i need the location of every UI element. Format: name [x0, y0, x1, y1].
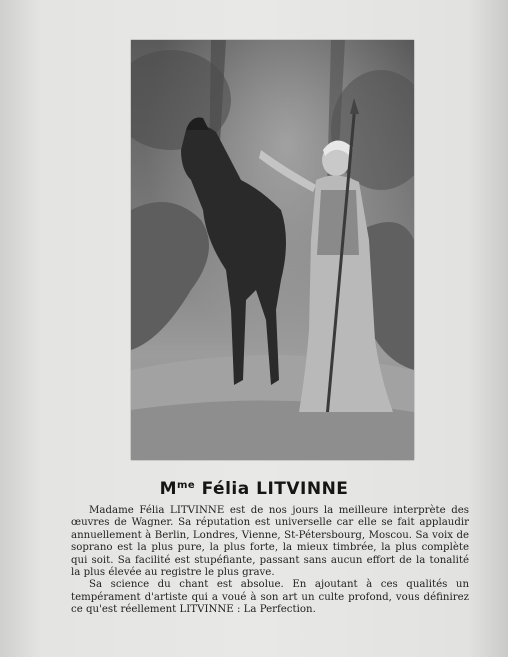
- page-title: [0, 479, 508, 499]
- portrait-photo-icon: [131, 40, 414, 460]
- paragraph: Sa science du chant est absolue. En ajoutant à ces qualités un tempérament d'artiste qui a voué à son art un culte profond, vous définirez ce qu'est réellement LITVINNE : La Perfection.: [71, 579, 469, 616]
- portrait-photo: [131, 40, 414, 460]
- title-prefix-sup: me: [176, 480, 196, 491]
- title-prefix: M: [159, 479, 177, 499]
- paragraph: Madame Félia LITVINNE est de nos jours la meilleure interprète des œuvres de Wagner. Sa réputation est universelle car elle se fait applaudir annuellement à Berlin, Londres, Vienne, St-Pétersbourg, Moscou. Sa voix de soprano est la plus pure, la plus forte, la mieux timbrée, la plus complète qui soit. Sa facilité est stupéfiante, passant sans aucun effort de la tonalité la plus élevée au registre le plus grave.: [71, 505, 469, 579]
- body-text: [71, 505, 469, 617]
- title-name: Félia LITVINNE: [201, 479, 349, 499]
